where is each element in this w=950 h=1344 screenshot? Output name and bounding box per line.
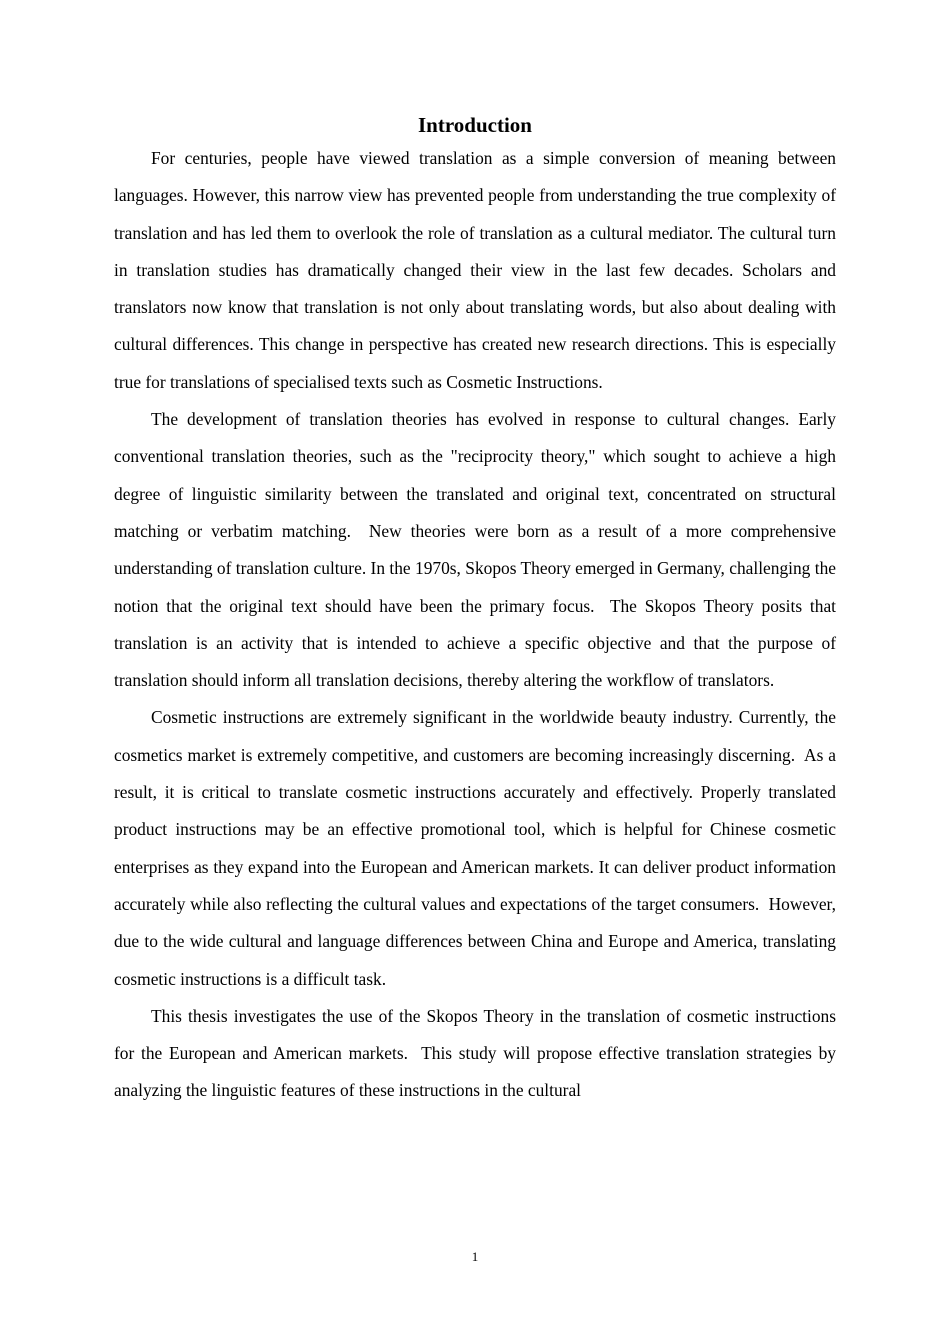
paragraph-3: Cosmetic instructions are extremely significant in the worldwide beauty industry. Currently, the cosmetics market is extremely competitive, and customers are becoming increasingly discerning. As a result, it is critical to translate cosmetic instructions accurately and effectively. Properly translated product instructions may be an effective promotional tool, which is helpful for Chinese cosmetic enterprises as they expand into the European and American markets. It can deliver product information accurately while also reflecting the cultural values and expectations of the target consumers. However, due to the wide cultural and language differences between China and Europe and America, translating cosmetic instructions is a difficult task. (114, 707, 841, 989)
page-number: 1 (471, 1249, 479, 1264)
paragraph-4: This thesis investigates the use of the Skopos Theory in the translation of cosmetic instructions for the European and American markets. This study will propose effective translation strategies by analyzing the linguistic features of these instructions in the cultural (114, 1005, 841, 1101)
page-content (114, 110, 841, 1110)
page-title: Introduction (418, 113, 532, 137)
paragraph-2: The development of translation theories has evolved in response to cultural changes. Early conventional translation theories, such as the "reciprocity theory," which sought to achieve a high degree of linguistic similarity between the translated and original text, concentrated on structural matching or verbatim matching. New theories were born as a result of a more comprehensive understanding of translation culture. In the 1970s, Skopos Theory emerged in Germany, challenging the notion that the original text should have been the primary focus. The Skopos Theory posits that translation is an activity that is intended to achieve a specific objective and that the purpose of translation should inform all translation decisions, thereby altering the workflow of translators. (114, 409, 841, 691)
paragraph-1: For centuries, people have viewed translation as a simple conversion of meaning between languages. However, this narrow view has prevented people from understanding the true complexity of translation and has led them to overlook the role of translation as a cultural mediator. The cultural turn in translation studies has dramatically changed their view in the last few decades. Scholars and translators now know that translation is not only about translating words, but also about dealing with cultural differences. This change in perspective has created new research directions. This is especially true for translations of specialised texts such as Cosmetic Instructions. (114, 148, 841, 392)
